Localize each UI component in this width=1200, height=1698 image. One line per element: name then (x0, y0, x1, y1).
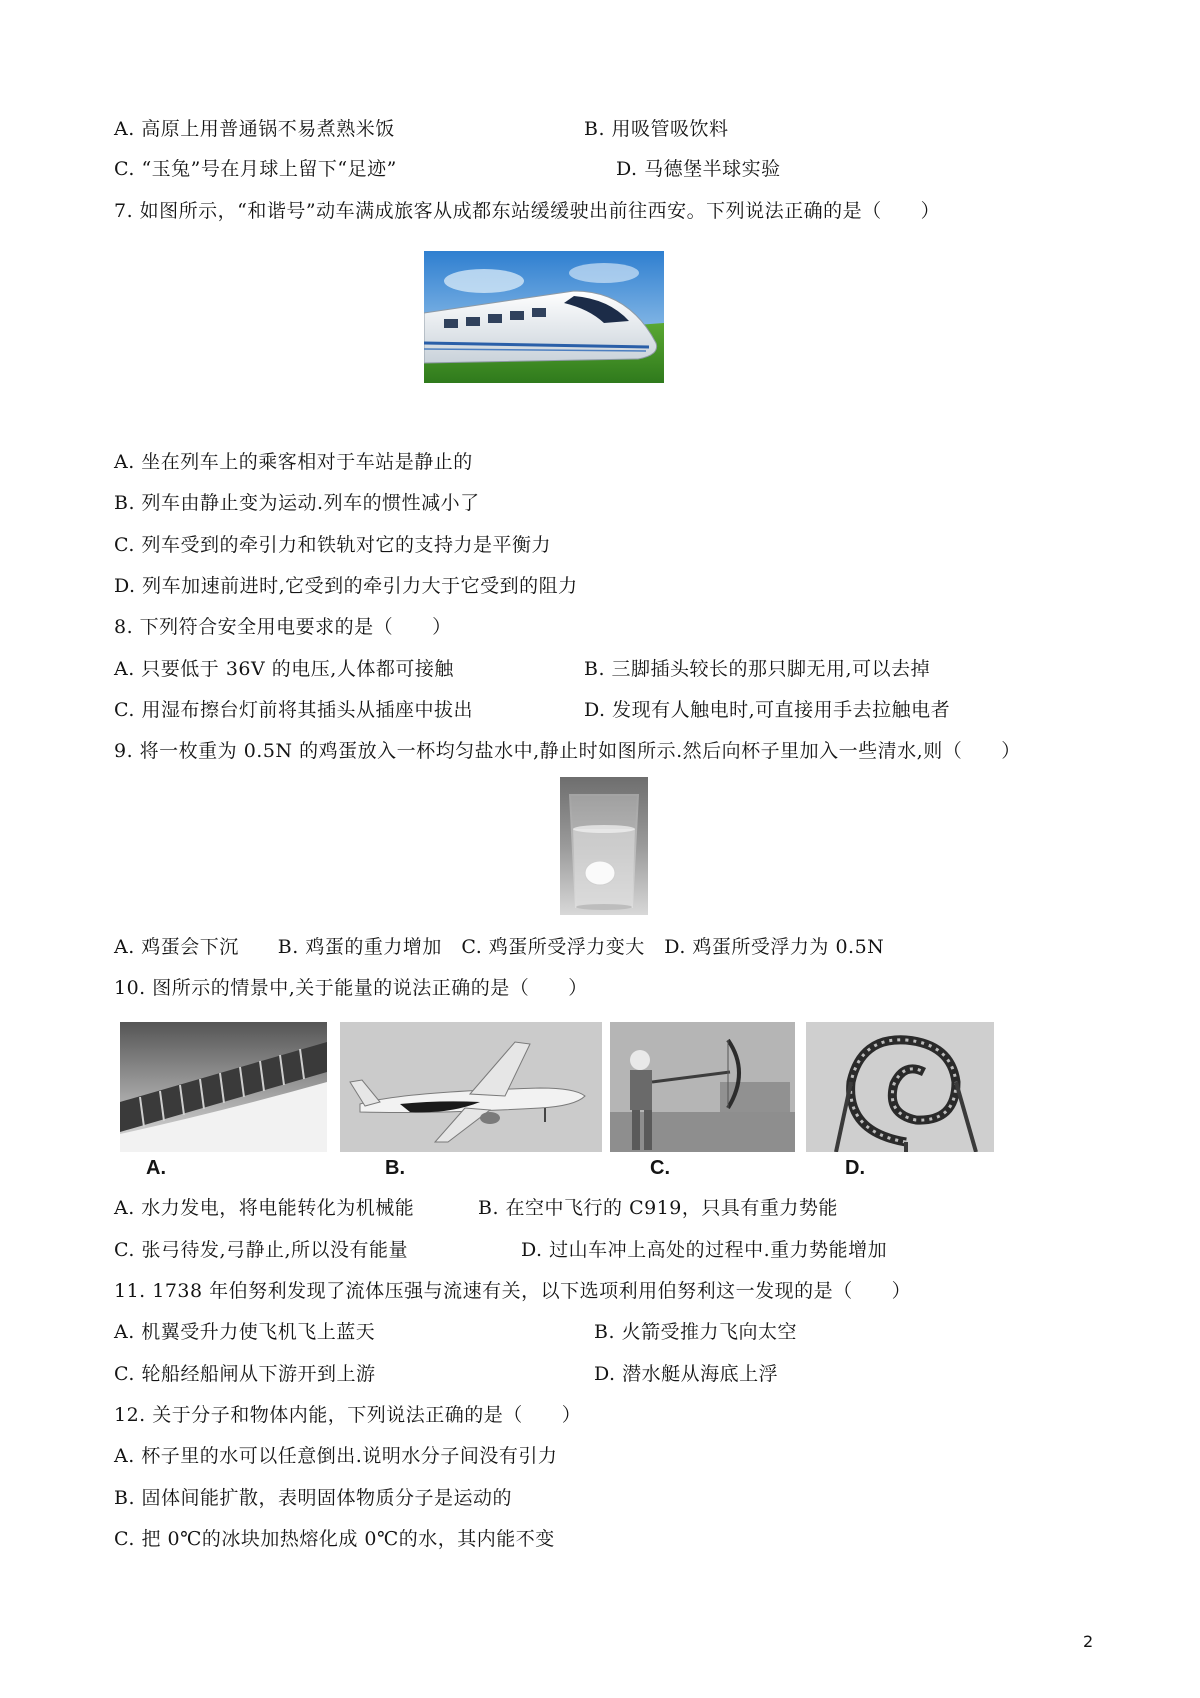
q8-stem: 8. 下列符合安全用电要求的是（ ） (114, 616, 452, 638)
figure-d-caption: D. (845, 1157, 865, 1179)
q11-option-c: C. 轮船经船闸从下游开到上游 (114, 1363, 376, 1385)
q10-stem: 10. 图所示的情景中,关于能量的说法正确的是（ ） (114, 977, 588, 999)
q7-option-b: B. 列车由静止变为运动.列车的惯性减小了 (114, 492, 480, 514)
figure-d-coaster (806, 1022, 994, 1152)
q10-option-c: C. 张弓待发,弓静止,所以没有能量 (114, 1239, 409, 1261)
q7-option-d: D. 列车加速前进时,它受到的牵引力大于它受到的阻力 (114, 575, 578, 597)
q9-options-line: A. 鸡蛋会下沉 B. 鸡蛋的重力增加 C. 鸡蛋所受浮力变大 D. 鸡蛋所受浮力为 0.5N (114, 936, 885, 958)
q11-option-b: B. 火箭受推力飞向太空 (594, 1321, 798, 1343)
q12-stem: 12. 关于分子和物体内能，下列说法正确的是（ ） (114, 1404, 582, 1426)
figure-b-airplane (340, 1022, 602, 1152)
q8-option-d: D. 发现有人触电时,可直接用手去拉触电者 (584, 699, 951, 721)
q11-option-a: A. 机翼受升力使飞机飞上蓝天 (114, 1321, 376, 1343)
q6-option-b: B. 用吸管吸饮料 (584, 118, 729, 140)
egg-glass-image (560, 777, 648, 915)
q11-option-d: D. 潜水艇从海底上浮 (594, 1363, 779, 1385)
q7-stem: 7. 如图所示，“和谐号”动车满成旅客从成都东站缓缓驶出前往西安。下列说法正确的是（ ） (114, 200, 941, 222)
q6-option-a: A. 高原上用普通锅不易煮熟米饭 (114, 118, 395, 140)
figure-a-caption: A. (146, 1157, 166, 1179)
q8-option-c: C. 用湿布擦台灯前将其插头从插座中拔出 (114, 699, 473, 721)
figure-a-dam (120, 1022, 327, 1152)
train-image (424, 251, 664, 383)
figure-b-caption: B. (385, 1157, 405, 1179)
page-number: 2 (1083, 1632, 1094, 1651)
q12-option-c: C. 把 0℃的冰块加热熔化成 0℃的水，其内能不变 (114, 1528, 555, 1550)
q12-option-a: A. 杯子里的水可以任意倒出.说明水分子间没有引力 (114, 1445, 558, 1467)
q7-option-a: A. 坐在列车上的乘客相对于车站是静止的 (114, 451, 473, 473)
q12-option-b: B. 固体间能扩散，表明固体物质分子是运动的 (114, 1487, 513, 1509)
q11-stem: 11. 1738 年伯努利发现了流体压强与流速有关，以下选项利用伯努利这一发现的是（ ） (114, 1280, 912, 1302)
q8-option-b: B. 三脚插头较长的那只脚无用,可以去掉 (584, 658, 931, 680)
q10-option-b: B. 在空中飞行的 C919，只具有重力势能 (478, 1197, 838, 1219)
figure-c-caption: C. (650, 1157, 670, 1179)
figure-c-archer (610, 1022, 795, 1152)
q10-option-d: D. 过山车冲上高处的过程中.重力势能增加 (521, 1239, 888, 1261)
q10-option-a: A. 水力发电，将电能转化为机械能 (114, 1197, 415, 1219)
q6-option-c: C. “玉兔”号在月球上留下“足迹” (114, 158, 397, 180)
q9-stem: 9. 将一枚重为 0.5N 的鸡蛋放入一杯均匀盐水中,静止时如图所示.然后向杯子里加入一些清水,则（ ） (114, 740, 1021, 762)
q7-option-c: C. 列车受到的牵引力和铁轨对它的支持力是平衡力 (114, 534, 551, 556)
q6-option-d: D. 马德堡半球实验 (616, 158, 781, 180)
q8-option-a: A. 只要低于 36V 的电压,人体都可接触 (114, 658, 454, 680)
